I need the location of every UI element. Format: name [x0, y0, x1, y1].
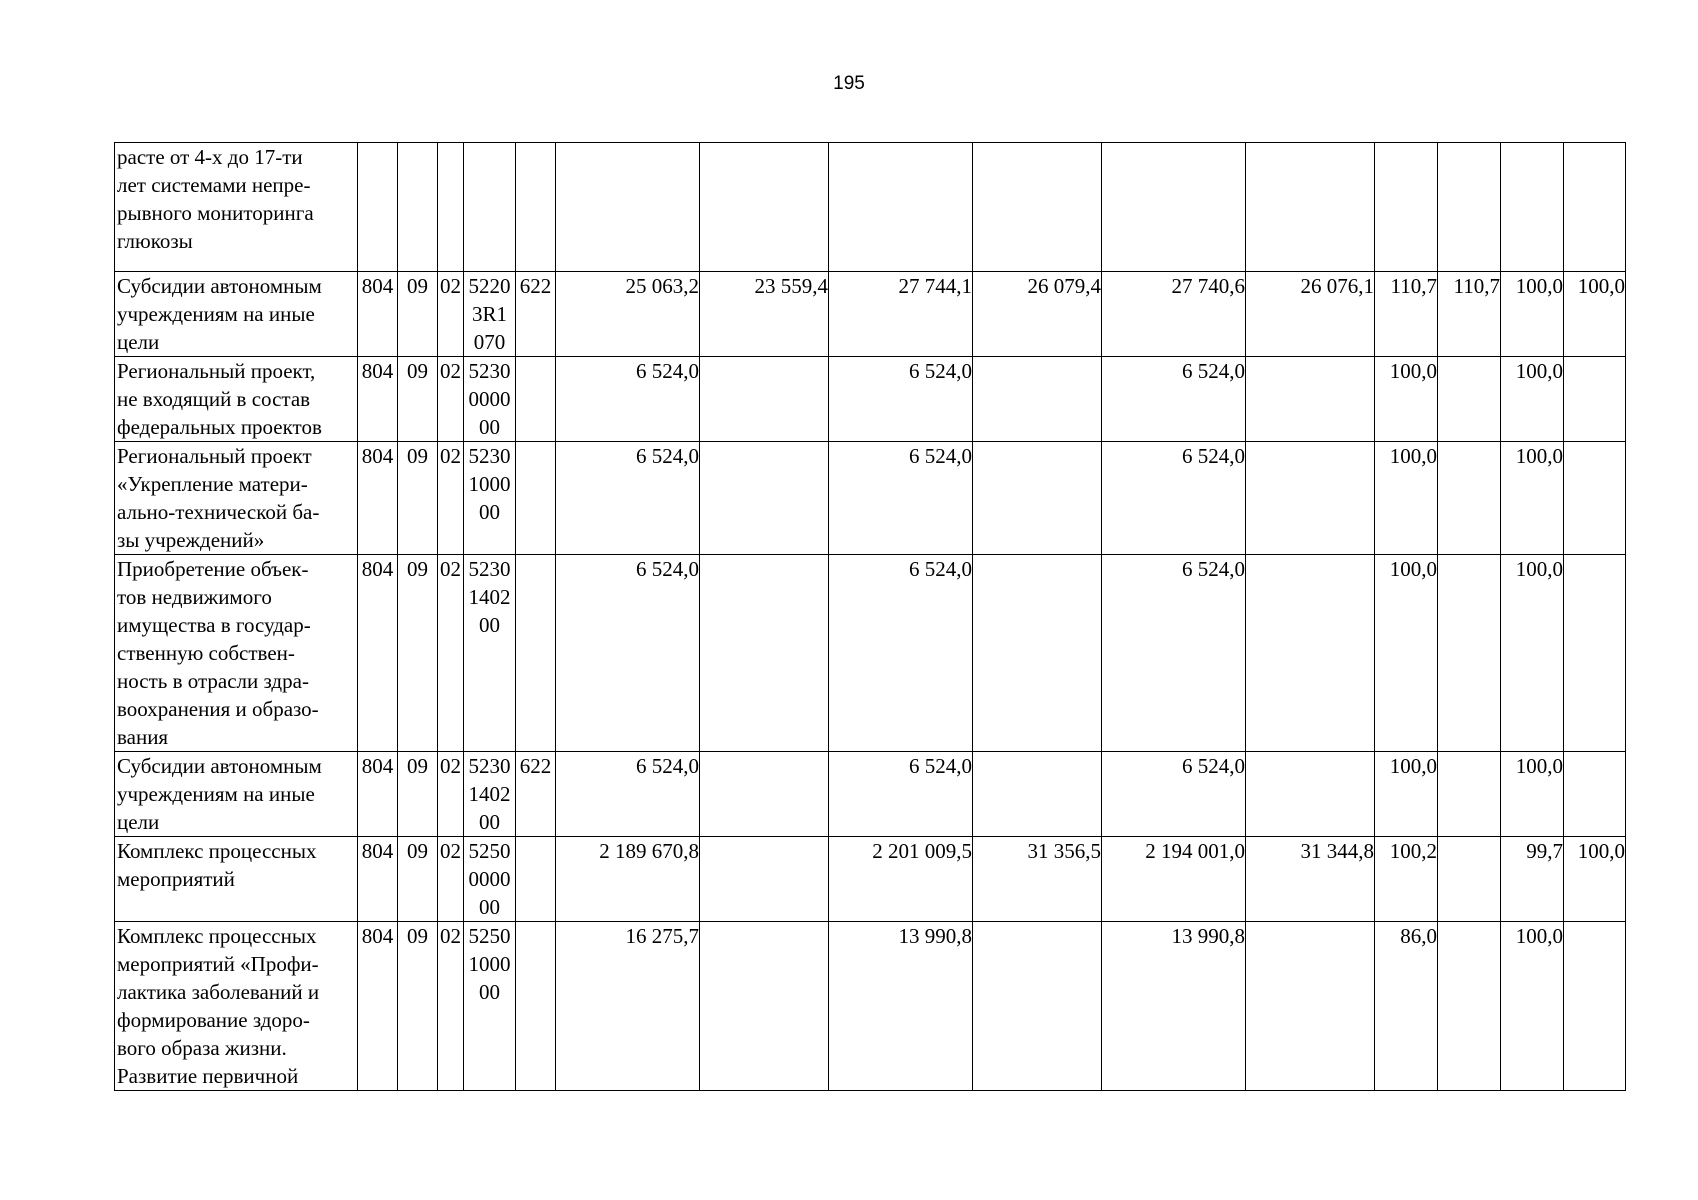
percent-cell-3: 100,0 — [1501, 555, 1564, 752]
section-code-cell: 09 — [398, 922, 438, 1091]
amount-cell-3 — [829, 143, 973, 272]
row-name-line: рывного мониторинга — [117, 201, 314, 225]
target-article-code-part: 5250 — [468, 839, 511, 863]
row-name-line: не входящий в состав — [117, 387, 311, 411]
target-article-code-part: 5230 — [468, 359, 511, 383]
row-name-cell — [115, 143, 358, 272]
amount-cell-2 — [700, 555, 829, 752]
amount-cell-2 — [700, 922, 829, 1091]
percent-cell-4: 100,0 — [1564, 837, 1626, 922]
department-code-cell: 804 — [358, 272, 398, 357]
amount-cell-1: 25 063,2 — [556, 272, 700, 357]
amount-cell-2 — [700, 442, 829, 555]
amount-cell-5: 2 194 001,0 — [1102, 837, 1246, 922]
amount-cell-5: 6 524,0 — [1102, 555, 1246, 752]
amount-cell-2 — [700, 357, 829, 442]
percent-cell-1: 100,0 — [1375, 555, 1438, 752]
amount-cell-3: 2 201 009,5 — [829, 837, 973, 922]
amount-cell-4 — [973, 922, 1102, 1091]
target-article-code-part: 5230 — [468, 557, 511, 581]
target-article-code-cell — [464, 837, 516, 922]
expense-type-code-cell: 622 — [516, 272, 556, 357]
amount-cell-4 — [973, 752, 1102, 837]
target-article-code-part: 0000 — [468, 867, 511, 891]
target-article-code-part: 3R1 — [471, 302, 507, 326]
target-article-code-part: 5220 — [468, 274, 511, 298]
amount-cell-4: 31 356,5 — [973, 837, 1102, 922]
amount-cell-3: 6 524,0 — [829, 555, 973, 752]
amount-cell-6 — [1246, 442, 1375, 555]
row-name-line: мероприятий — [117, 867, 235, 891]
amount-cell-1: 6 524,0 — [556, 752, 700, 837]
row-name-line: воохранения и образо- — [117, 697, 319, 721]
row-name-line: лактика заболеваний и — [117, 980, 320, 1004]
percent-cell-3: 100,0 — [1501, 752, 1564, 837]
percent-cell-2 — [1438, 143, 1501, 272]
amount-cell-3: 6 524,0 — [829, 357, 973, 442]
row-name-line: Развитие первичной — [117, 1064, 299, 1088]
amount-cell-1 — [556, 143, 700, 272]
table-row — [115, 272, 1626, 357]
percent-cell-2 — [1438, 752, 1501, 837]
amount-cell-3: 6 524,0 — [829, 442, 973, 555]
target-article-code-cell — [464, 752, 516, 837]
amount-cell-4 — [973, 357, 1102, 442]
amount-cell-2 — [700, 143, 829, 272]
table-row — [115, 752, 1626, 837]
section-code-cell: 09 — [398, 555, 438, 752]
row-name-line: учреждениям на иные — [117, 782, 315, 806]
subsection-code-cell: 02 — [438, 442, 464, 555]
target-article-code-part: 5230 — [468, 444, 511, 468]
expense-type-code-cell — [516, 837, 556, 922]
row-name-line: Региональный проект — [117, 444, 312, 468]
target-article-code-part: 00 — [479, 810, 500, 834]
section-code-cell: 09 — [398, 357, 438, 442]
budget-table — [114, 142, 1626, 1091]
section-code-cell: 09 — [398, 272, 438, 357]
percent-cell-3: 100,0 — [1501, 442, 1564, 555]
row-name-cell — [115, 922, 358, 1091]
department-code-cell: 804 — [358, 752, 398, 837]
target-article-code-part: 5230 — [468, 754, 511, 778]
amount-cell-3: 13 990,8 — [829, 922, 973, 1091]
subsection-code-cell: 02 — [438, 837, 464, 922]
section-code-cell: 09 — [398, 837, 438, 922]
percent-cell-3: 100,0 — [1501, 357, 1564, 442]
table-row — [115, 837, 1626, 922]
row-name-cell — [115, 752, 358, 837]
department-code-cell: 804 — [358, 442, 398, 555]
amount-cell-3: 27 744,1 — [829, 272, 973, 357]
row-name-cell — [115, 357, 358, 442]
percent-cell-1 — [1375, 143, 1438, 272]
row-name-line: лет системами непре- — [117, 173, 311, 197]
department-code-cell — [358, 143, 398, 272]
row-name-line: ность в отрасли здра- — [117, 669, 309, 693]
percent-cell-4: 100,0 — [1564, 272, 1626, 357]
amount-cell-5: 6 524,0 — [1102, 442, 1246, 555]
percent-cell-4 — [1564, 555, 1626, 752]
percent-cell-3: 100,0 — [1501, 272, 1564, 357]
department-code-cell: 804 — [358, 837, 398, 922]
row-name-line: Комплекс процессных — [117, 924, 317, 948]
percent-cell-4 — [1564, 143, 1626, 272]
percent-cell-2 — [1438, 555, 1501, 752]
target-article-code-part: 5250 — [468, 924, 511, 948]
table-row — [115, 442, 1626, 555]
row-name-line: мероприятий «Профи- — [117, 952, 319, 976]
amount-cell-4 — [973, 442, 1102, 555]
target-article-code-cell — [464, 272, 516, 357]
target-article-code-part: 00 — [479, 895, 500, 919]
department-code-cell: 804 — [358, 555, 398, 752]
row-name-line: вого образа жизни. — [117, 1036, 287, 1060]
department-code-cell: 804 — [358, 922, 398, 1091]
percent-cell-3 — [1501, 143, 1564, 272]
subsection-code-cell: 02 — [438, 357, 464, 442]
amount-cell-3: 6 524,0 — [829, 752, 973, 837]
target-article-code-cell — [464, 922, 516, 1091]
target-article-code-part: 00 — [479, 980, 500, 1004]
percent-cell-4 — [1564, 752, 1626, 837]
target-article-code-part: 070 — [473, 330, 506, 354]
row-name-line: формирование здоро- — [117, 1008, 310, 1032]
target-article-code-part: 1000 — [468, 952, 511, 976]
amount-cell-2 — [700, 837, 829, 922]
percent-cell-4 — [1564, 357, 1626, 442]
amount-cell-1: 2 189 670,8 — [556, 837, 700, 922]
amount-cell-6 — [1246, 555, 1375, 752]
section-code-cell: 09 — [398, 442, 438, 555]
target-article-code-part: 1402 — [468, 782, 511, 806]
subsection-code-cell — [438, 143, 464, 272]
table-row — [115, 357, 1626, 442]
percent-cell-2 — [1438, 922, 1501, 1091]
row-name-line: Региональный проект, — [117, 359, 316, 383]
expense-type-code-cell — [516, 442, 556, 555]
row-name-cell — [115, 555, 358, 752]
page-number: 195 — [833, 73, 865, 94]
row-name-line: тов недвижимого — [117, 585, 272, 609]
percent-cell-1: 110,7 — [1375, 272, 1438, 357]
percent-cell-1: 100,0 — [1375, 752, 1438, 837]
table-row — [115, 555, 1626, 752]
row-name-cell — [115, 272, 358, 357]
row-name-line: зы учреждений» — [117, 528, 265, 552]
table-row — [115, 922, 1626, 1091]
amount-cell-6 — [1246, 752, 1375, 837]
expense-type-code-cell — [516, 143, 556, 272]
amount-cell-2: 23 559,4 — [700, 272, 829, 357]
target-article-code-cell — [464, 442, 516, 555]
percent-cell-4 — [1564, 922, 1626, 1091]
row-name-line: глюкозы — [117, 229, 193, 253]
department-code-cell: 804 — [358, 357, 398, 442]
row-name-line: имущества в государ- — [117, 613, 311, 637]
amount-cell-6: 26 076,1 — [1246, 272, 1375, 357]
amount-cell-5: 27 740,6 — [1102, 272, 1246, 357]
table-row — [115, 143, 1626, 272]
percent-cell-2 — [1438, 442, 1501, 555]
expense-type-code-cell: 622 — [516, 752, 556, 837]
row-name-line: Субсидии автономным — [117, 754, 322, 778]
amount-cell-4 — [973, 143, 1102, 272]
target-article-code-part: 0000 — [468, 387, 511, 411]
amount-cell-6 — [1246, 922, 1375, 1091]
row-name-line: Субсидии автономным — [117, 274, 322, 298]
row-name-line: цели — [117, 330, 160, 354]
percent-cell-3: 100,0 — [1501, 922, 1564, 1091]
amount-cell-6 — [1246, 143, 1375, 272]
amount-cell-6: 31 344,8 — [1246, 837, 1375, 922]
percent-cell-1: 100,2 — [1375, 837, 1438, 922]
amount-cell-1: 6 524,0 — [556, 442, 700, 555]
amount-cell-6 — [1246, 357, 1375, 442]
amount-cell-1: 6 524,0 — [556, 357, 700, 442]
target-article-code-part: 00 — [479, 613, 500, 637]
subsection-code-cell: 02 — [438, 555, 464, 752]
row-name-line: федеральных проектов — [117, 415, 322, 439]
row-name-line: ственную собствен- — [117, 641, 295, 665]
expense-type-code-cell — [516, 922, 556, 1091]
target-article-code-part: 00 — [479, 500, 500, 524]
percent-cell-1: 100,0 — [1375, 357, 1438, 442]
row-name-line: «Укрепление матери- — [117, 472, 308, 496]
percent-cell-4 — [1564, 442, 1626, 555]
percent-cell-3: 99,7 — [1501, 837, 1564, 922]
amount-cell-1: 6 524,0 — [556, 555, 700, 752]
target-article-code-cell — [464, 555, 516, 752]
row-name-line: вания — [117, 725, 169, 749]
target-article-code-part: 1402 — [468, 585, 511, 609]
expense-type-code-cell — [516, 357, 556, 442]
amount-cell-5 — [1102, 143, 1246, 272]
row-name-line: Комплекс процессных — [117, 839, 317, 863]
row-name-line: ально-технической ба- — [117, 500, 320, 524]
subsection-code-cell: 02 — [438, 752, 464, 837]
target-article-code-part: 1000 — [468, 472, 511, 496]
amount-cell-2 — [700, 752, 829, 837]
expense-type-code-cell — [516, 555, 556, 752]
row-name-line: цели — [117, 810, 160, 834]
percent-cell-1: 100,0 — [1375, 442, 1438, 555]
amount-cell-5: 6 524,0 — [1102, 752, 1246, 837]
row-name-line: Приобретение объек- — [117, 557, 309, 581]
subsection-code-cell: 02 — [438, 272, 464, 357]
amount-cell-5: 6 524,0 — [1102, 357, 1246, 442]
amount-cell-4: 26 079,4 — [973, 272, 1102, 357]
percent-cell-2: 110,7 — [1438, 272, 1501, 357]
section-code-cell: 09 — [398, 752, 438, 837]
section-code-cell — [398, 143, 438, 272]
target-article-code-cell — [464, 143, 516, 272]
percent-cell-1: 86,0 — [1375, 922, 1438, 1091]
row-name-cell — [115, 442, 358, 555]
amount-cell-5: 13 990,8 — [1102, 922, 1246, 1091]
percent-cell-2 — [1438, 357, 1501, 442]
amount-cell-4 — [973, 555, 1102, 752]
row-name-line: учреждениям на иные — [117, 302, 315, 326]
subsection-code-cell: 02 — [438, 922, 464, 1091]
target-article-code-part: 00 — [479, 415, 500, 439]
amount-cell-1: 16 275,7 — [556, 922, 700, 1091]
target-article-code-cell — [464, 357, 516, 442]
percent-cell-2 — [1438, 837, 1501, 922]
row-name-cell — [115, 837, 358, 922]
row-name-line: расте от 4-х до 17-ти — [117, 145, 303, 169]
